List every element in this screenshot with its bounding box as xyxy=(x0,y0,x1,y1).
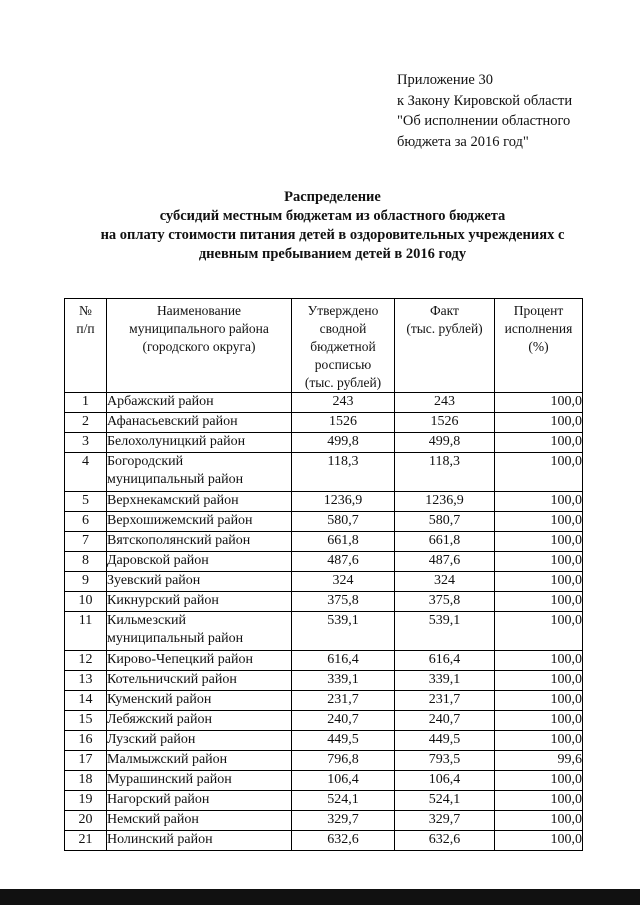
cell-name-line: Лебяжский район xyxy=(107,712,212,727)
cell-fact: 329,7 xyxy=(395,811,495,831)
cell-name-line: Мурашинский район xyxy=(107,772,232,787)
cell-approved: 524,1 xyxy=(292,791,395,811)
cell-approved: 240,7 xyxy=(292,711,395,731)
table-row xyxy=(65,413,583,433)
cell-no: 17 xyxy=(65,751,107,771)
table-row xyxy=(65,691,583,711)
cell-no: 5 xyxy=(65,492,107,512)
cell-no: 15 xyxy=(65,711,107,731)
cell-no: 21 xyxy=(65,831,107,851)
cell-no: 9 xyxy=(65,572,107,592)
cell-approved: 339,1 xyxy=(292,671,395,691)
cell-approved: 449,5 xyxy=(292,731,395,751)
cell-approved: 539,1 xyxy=(292,612,395,651)
cell-no: 7 xyxy=(65,532,107,552)
cell-fact: 487,6 xyxy=(395,552,495,572)
cell-approved: 106,4 xyxy=(292,771,395,791)
cell-fact: 1526 xyxy=(395,413,495,433)
table-row xyxy=(65,791,583,811)
cell-name xyxy=(107,453,292,492)
cell-percent: 100,0 xyxy=(495,572,583,592)
table-row xyxy=(65,651,583,671)
cell-percent: 100,0 xyxy=(495,671,583,691)
cell-approved: 661,8 xyxy=(292,532,395,552)
cell-name xyxy=(107,831,292,851)
table-row xyxy=(65,731,583,751)
cell-percent: 100,0 xyxy=(495,651,583,671)
cell-name-line: Кильмезский xyxy=(107,613,186,628)
table-body xyxy=(65,393,583,851)
cell-percent: 100,0 xyxy=(495,532,583,552)
cell-fact: 240,7 xyxy=(395,711,495,731)
cell-name-line: Нагорский район xyxy=(107,792,210,807)
cell-name xyxy=(107,731,292,751)
appendix-line: к Закону Кировской области xyxy=(397,92,573,109)
cell-no: 19 xyxy=(65,791,107,811)
header-approved: Утверждено сводной бюджетной росписью (тыс. рублей) xyxy=(292,299,395,393)
cell-name-line: Кирово-Чепецкий район xyxy=(107,652,254,667)
header-name: Наименование муниципального района (городского округа) xyxy=(107,299,292,393)
cell-name xyxy=(107,592,292,612)
cell-fact: 231,7 xyxy=(395,691,495,711)
cell-percent: 100,0 xyxy=(495,771,583,791)
cell-percent: 100,0 xyxy=(495,711,583,731)
cell-fact: 118,3 xyxy=(395,453,495,492)
cell-fact: 524,1 xyxy=(395,791,495,811)
cell-approved: 580,7 xyxy=(292,512,395,532)
cell-name xyxy=(107,552,292,572)
cell-percent: 100,0 xyxy=(495,691,583,711)
table-row xyxy=(65,433,583,453)
cell-name-line: Зуевский район xyxy=(107,573,201,588)
cell-name xyxy=(107,691,292,711)
cell-no: 11 xyxy=(65,612,107,651)
header-no: № п/п xyxy=(65,299,107,393)
document-title xyxy=(40,188,625,264)
cell-name-line: Немский район xyxy=(107,812,199,827)
cell-name-line: Нолинский район xyxy=(107,832,213,847)
cell-no: 14 xyxy=(65,691,107,711)
cell-name-line: Котельничский район xyxy=(107,672,237,687)
table-row xyxy=(65,552,583,572)
cell-name xyxy=(107,771,292,791)
cell-no: 13 xyxy=(65,671,107,691)
cell-percent: 100,0 xyxy=(495,433,583,453)
cell-fact: 616,4 xyxy=(395,651,495,671)
cell-name-line: муниципальный район xyxy=(107,472,244,487)
cell-no: 1 xyxy=(65,393,107,413)
cell-name-line: Верхнекамский район xyxy=(107,493,239,508)
cell-approved: 243 xyxy=(292,393,395,413)
cell-fact: 339,1 xyxy=(395,671,495,691)
cell-approved: 329,7 xyxy=(292,811,395,831)
cell-fact: 632,6 xyxy=(395,831,495,851)
cell-name-line: Куменский район xyxy=(107,692,212,707)
cell-percent: 100,0 xyxy=(495,731,583,751)
cell-fact: 375,8 xyxy=(395,592,495,612)
cell-percent: 100,0 xyxy=(495,552,583,572)
cell-percent: 100,0 xyxy=(495,811,583,831)
table-row xyxy=(65,711,583,731)
cell-approved: 616,4 xyxy=(292,651,395,671)
cell-approved: 375,8 xyxy=(292,592,395,612)
cell-name-line: Верхошижемский район xyxy=(107,513,253,528)
table-row xyxy=(65,512,583,532)
cell-name xyxy=(107,711,292,731)
cell-no: 12 xyxy=(65,651,107,671)
table-row xyxy=(65,612,583,651)
title-line: Распределение xyxy=(284,189,381,205)
cell-name-line: Малмыжский район xyxy=(107,752,228,767)
table-row xyxy=(65,592,583,612)
table-row xyxy=(65,671,583,691)
cell-approved: 487,6 xyxy=(292,552,395,572)
table-row xyxy=(65,393,583,413)
cell-no: 3 xyxy=(65,433,107,453)
subsidy-table xyxy=(64,298,583,851)
cell-percent: 100,0 xyxy=(495,413,583,433)
cell-name xyxy=(107,671,292,691)
cell-name xyxy=(107,393,292,413)
cell-no: 10 xyxy=(65,592,107,612)
cell-approved: 499,8 xyxy=(292,433,395,453)
cell-name-line: Вятскополянский район xyxy=(107,533,251,548)
cell-percent: 100,0 xyxy=(495,592,583,612)
cell-name xyxy=(107,791,292,811)
cell-name-line: Богородский xyxy=(107,454,184,469)
scan-edge-bar xyxy=(0,889,640,905)
cell-approved: 1236,9 xyxy=(292,492,395,512)
table-row xyxy=(65,532,583,552)
cell-name xyxy=(107,751,292,771)
table-row xyxy=(65,831,583,851)
cell-fact: 580,7 xyxy=(395,512,495,532)
cell-fact: 243 xyxy=(395,393,495,413)
cell-approved: 796,8 xyxy=(292,751,395,771)
cell-name-line: Кикнурский район xyxy=(107,593,219,608)
cell-name xyxy=(107,532,292,552)
table-row xyxy=(65,811,583,831)
table-row xyxy=(65,771,583,791)
cell-name-line: Афанасьевский район xyxy=(107,414,238,429)
cell-fact: 449,5 xyxy=(395,731,495,751)
appendix-line: Приложение 30 xyxy=(397,72,493,88)
cell-name xyxy=(107,433,292,453)
cell-approved: 231,7 xyxy=(292,691,395,711)
cell-name xyxy=(107,651,292,671)
cell-name-line: Лузский район xyxy=(107,732,196,747)
title-line: субсидий местным бюджетам из областного бюджета xyxy=(159,208,506,224)
cell-name-line: муниципальный район xyxy=(107,631,244,646)
cell-approved: 324 xyxy=(292,572,395,592)
title-line: на оплату стоимости питания детей в оздоровительных учреждениях с xyxy=(100,227,565,243)
cell-percent: 100,0 xyxy=(495,831,583,851)
header-percent: Процент исполнения (%) xyxy=(495,299,583,393)
cell-percent: 100,0 xyxy=(495,393,583,413)
cell-name xyxy=(107,572,292,592)
cell-name-line: Арбажский район xyxy=(107,394,214,409)
cell-percent: 100,0 xyxy=(495,453,583,492)
cell-fact: 1236,9 xyxy=(395,492,495,512)
title-line: дневным пребыванием детей в 2016 году xyxy=(198,246,467,262)
cell-fact: 324 xyxy=(395,572,495,592)
table-header-row xyxy=(65,299,583,393)
appendix-note xyxy=(397,70,572,152)
cell-percent: 100,0 xyxy=(495,492,583,512)
header-fact: Факт (тыс. рублей) xyxy=(395,299,495,393)
table-row xyxy=(65,492,583,512)
cell-approved: 632,6 xyxy=(292,831,395,851)
cell-name-line: Даровской район xyxy=(107,553,209,568)
cell-name xyxy=(107,811,292,831)
cell-percent: 99,6 xyxy=(495,751,583,771)
cell-no: 16 xyxy=(65,731,107,751)
cell-fact: 661,8 xyxy=(395,532,495,552)
table-row xyxy=(65,751,583,771)
cell-fact: 793,5 xyxy=(395,751,495,771)
appendix-line: "Об исполнении областного xyxy=(397,113,571,129)
table-row xyxy=(65,572,583,592)
cell-approved: 118,3 xyxy=(292,453,395,492)
cell-percent: 100,0 xyxy=(495,612,583,651)
cell-fact: 539,1 xyxy=(395,612,495,651)
appendix-line: бюджета за 2016 год" xyxy=(397,133,529,150)
cell-no: 4 xyxy=(65,453,107,492)
cell-name xyxy=(107,413,292,433)
cell-percent: 100,0 xyxy=(495,512,583,532)
cell-name xyxy=(107,492,292,512)
cell-no: 6 xyxy=(65,512,107,532)
cell-fact: 499,8 xyxy=(395,433,495,453)
cell-no: 2 xyxy=(65,413,107,433)
cell-percent: 100,0 xyxy=(495,791,583,811)
cell-fact: 106,4 xyxy=(395,771,495,791)
table-row xyxy=(65,453,583,492)
cell-name-line: Белохолуницкий район xyxy=(107,434,246,449)
cell-approved: 1526 xyxy=(292,413,395,433)
cell-name xyxy=(107,512,292,532)
cell-no: 8 xyxy=(65,552,107,572)
cell-no: 20 xyxy=(65,811,107,831)
cell-no: 18 xyxy=(65,771,107,791)
cell-name xyxy=(107,612,292,651)
